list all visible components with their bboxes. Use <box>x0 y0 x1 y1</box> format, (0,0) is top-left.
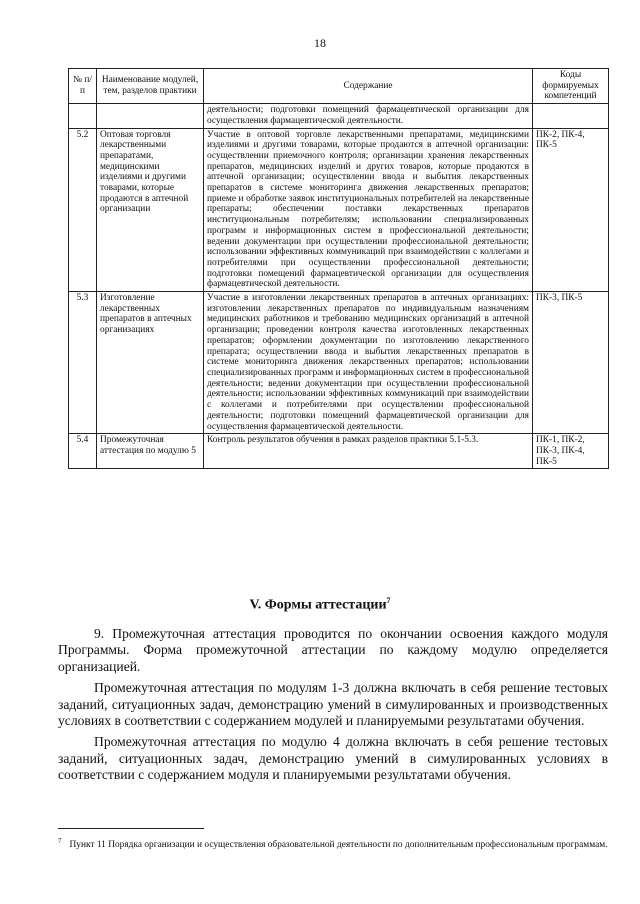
table-header-row <box>69 69 609 104</box>
footnote <box>58 836 608 851</box>
row-name: Промежуточная аттестация по модулю 5 <box>97 434 204 469</box>
footnote-divider <box>58 828 204 829</box>
paragraph: 9. Промежуточная аттестация проводится по окончании освоения каждого модуля Программы. Форма промежуточной аттестации по каждому модулю определяется организацией. <box>58 626 608 674</box>
row-num: 5.3 <box>69 292 97 434</box>
paragraph: Промежуточная аттестация по модулям 1-3 должна включать в себя решение тестовых заданий, ситуационных задач, демонстрацию умений в симулированных и производственных условиях в соответствии с содержанием модулей и планируемыми результатами обучения. <box>58 680 608 729</box>
header-num: № п/п <box>69 69 97 104</box>
footnote-text: Пункт 11 Порядка организации и осуществления образовательной деятельности по дополнительным профессиональным программам. <box>69 840 608 851</box>
paragraph: Промежуточная аттестация по модулю 4 должна включать в себя решение тестовых заданий, ситуационных задач, демонстрацию умений в симулированных условиях в соответствии с содержанием модуля и планируемыми результатами обучения. <box>58 734 608 783</box>
header-codes: Коды формируемых компетенций <box>533 69 609 104</box>
row-name <box>97 104 204 128</box>
row-codes <box>533 104 609 128</box>
row-content: Контроль результатов обучения в рамках разделов практики 5.1-5.3. <box>204 434 533 469</box>
table-row <box>69 434 609 469</box>
practice-content-table <box>68 68 609 469</box>
footnote-mark: 7 <box>58 837 62 845</box>
page-number: 18 <box>314 36 326 50</box>
row-content: деятельности; подготовки помещений фармацевтической организации для осуществления фармацевтической деятельности. <box>204 104 533 128</box>
body-text <box>58 626 608 789</box>
row-num: 5.4 <box>69 434 97 469</box>
row-content: Участие в изготовлении лекарственных препаратов в аптечных организациях: изготовлении лекарственных препаратов по индивидуальным назначениям медицинских работников и требованию медицинских организаций в аптечной организации; проведении контроля качества изготовленных лекарственных препаратов; оформлении документации по изготовлению лекарственного препарата; осуществлении ввода и выбытия лекарственных препаратов в системе мониторинга движения лекарственных препаратов; использовании специализированных программ и информационных систем в профессиональной деятельности; ведении документации при осуществлении профессиональной деятельности; использовании эффективных коммуникаций при взаимодействии с коллегами и потребителями при осуществлении профессиональной деятельности; подготовки помещений фармацевтической организации для осуществления фармацевтической деятельности. <box>204 292 533 434</box>
row-num: 5.2 <box>69 128 97 292</box>
header-content: Содержание <box>204 69 533 104</box>
row-codes: ПК-2, ПК-4, ПК-5 <box>533 128 609 292</box>
section-title <box>0 596 640 614</box>
table-row <box>69 292 609 434</box>
row-content: Участие в оптовой торговле лекарственными препаратами, медицинскими изделиями и другими товарами, которые продаются в аптечной организации: осуществлении приемочного контроля; организации хранения лекарственных препаратов, медицинских изделий и других товаров, которые продаются в аптечной организации; осуществлении ввода и выбытия лекарственных препаратов в системе мониторинга движения лекарственных препаратов; приеме и обработке заявок институциональных потребителей на лекарственные препараты; обеспечении поставки лекарственных препаратов институциональным потребителям; использовании специализированных программ и информационных систем в профессиональной деятельности; ведении документации при осуществлении профессиональной деятельности; использовании эффективных коммуникаций при взаимодействии с коллегами и потребителями при осуществлении профессиональной деятельности; подготовки помещений фармацевтической организации для осуществления фармацевтической деятельности. <box>204 128 533 292</box>
header-name: Наименование модулей, тем, разделов практики <box>97 69 204 104</box>
row-codes: ПК-3, ПК-5 <box>533 292 609 434</box>
row-num <box>69 104 97 128</box>
section-title-text: V. Формы аттестации <box>249 597 387 613</box>
row-name: Изготовление лекарственных препаратов в аптечных организациях <box>97 292 204 434</box>
row-codes: ПК-1, ПК-2, ПК-3, ПК-4, ПК-5 <box>533 434 609 469</box>
table-row <box>69 128 609 292</box>
table-row <box>69 104 609 128</box>
row-name: Оптовая торговля лекарственными препаратами, медицинскими изделиями и другими товарами, которые продаются в аптечной организации <box>97 128 204 292</box>
footnote-reference: 7 <box>386 596 391 605</box>
